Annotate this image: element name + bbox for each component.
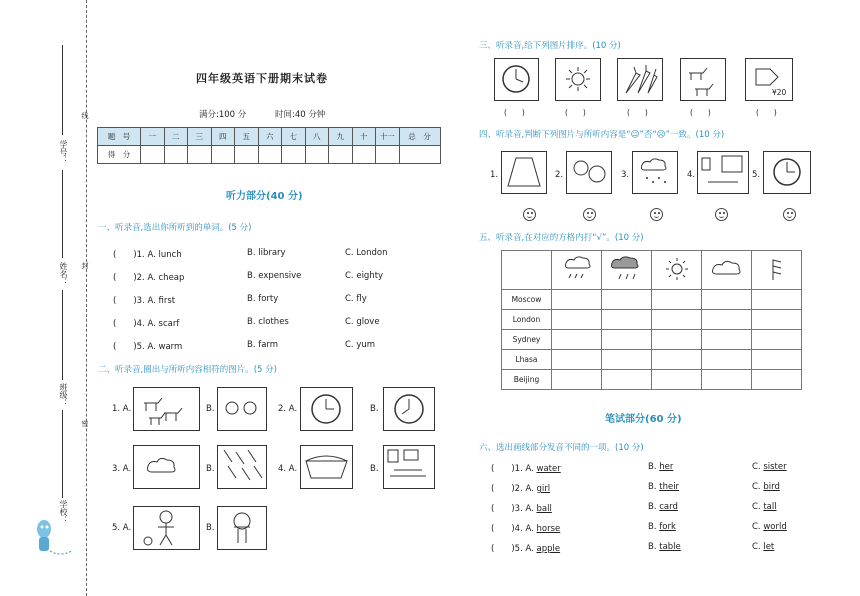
check-cell[interactable] (652, 310, 702, 330)
listening-section-title: 听力部分(40 分) (226, 191, 303, 202)
student-id-blank[interactable] (62, 45, 63, 135)
dog-icon (567, 152, 611, 193)
score-header-cell: 八 (305, 128, 329, 146)
q6-word-b: table (659, 542, 681, 552)
q2-label: 5. A. (112, 523, 132, 533)
q6-word-b: fork (659, 522, 676, 532)
sheep-icon (218, 388, 266, 430)
exam-time: 时间:40 分钟 (275, 110, 326, 120)
score-cell[interactable] (352, 146, 376, 164)
q3-clock-picture[interactable] (494, 58, 539, 101)
q6-option-letter: B. (648, 482, 657, 492)
q1-option-b: B. clothes (247, 317, 289, 327)
sheep-picture[interactable] (217, 387, 267, 431)
student-id-label: 学号： (59, 140, 68, 164)
score-header-cell: 十 (352, 128, 376, 146)
q6-word-b: card (659, 502, 678, 512)
q6-item (491, 502, 552, 514)
score-cell[interactable] (164, 146, 188, 164)
full-score: 满分:100 分 (199, 110, 247, 120)
classroom-icon (384, 446, 434, 488)
q3-answer-1[interactable]: ( ) (504, 108, 525, 117)
q3-answer-5[interactable]: ( ) (756, 108, 777, 117)
clock-icon (495, 59, 538, 100)
horses-picture[interactable] (133, 387, 200, 431)
q1-title: 一、听录音,选出你所听到的单词。(5 分) (98, 223, 252, 233)
score-header-cell: 二 (164, 128, 188, 146)
score-cell[interactable] (235, 146, 259, 164)
q2-label: 3. A. (112, 464, 132, 474)
q4-num: 2. (555, 170, 564, 180)
check-cell[interactable] (752, 350, 802, 370)
q4-snow-picture[interactable] (632, 151, 678, 194)
clock-icon (764, 152, 810, 193)
q6-word-a: girl (536, 484, 551, 494)
q6-word-c: let (763, 542, 775, 552)
mascot-icon (28, 515, 76, 560)
kid-scarf-picture[interactable] (217, 506, 267, 550)
q1-option-c: C. fly (345, 294, 367, 304)
q6-option-b (648, 542, 681, 552)
q6-word-b: their (659, 482, 680, 492)
score-cell[interactable] (211, 146, 235, 164)
q6-option-c (752, 522, 787, 532)
score-header-cell: 四 (211, 128, 235, 146)
q1-option-b: B. library (247, 248, 286, 258)
q6-option-letter: B. (648, 542, 657, 552)
page-title: 四年级英语下册期末试卷 (196, 72, 328, 85)
score-header-cell: 一 (141, 128, 165, 146)
check-cell[interactable] (602, 330, 652, 350)
smiley-answer-2[interactable] (583, 208, 596, 221)
seal-line-char: 线 (81, 112, 89, 119)
score-header-cell: 七 (282, 128, 306, 146)
q6-option-b (648, 482, 679, 492)
check-cell[interactable] (752, 290, 802, 310)
q5-title: 五、听录音,在对应的方格内打“√”。(10 分) (479, 233, 644, 243)
score-header-cell: 五 (235, 128, 259, 146)
score-cell[interactable] (188, 146, 212, 164)
binding-line (86, 0, 87, 596)
name-label: 姓名： (59, 262, 68, 286)
q2-label: 2. A. (278, 404, 298, 414)
q1-item: ( )5. A. warm (113, 342, 183, 352)
q6-option-letter: C. (752, 542, 761, 552)
check-cell[interactable] (702, 310, 752, 330)
score-header-cell: 三 (188, 128, 212, 146)
q6-item-number: ( )4. A. (491, 524, 534, 534)
score-header-cell: 九 (329, 128, 353, 146)
q6-item-number: ( )2. A. (491, 484, 534, 494)
check-cell[interactable] (702, 290, 752, 310)
q6-option-c (752, 502, 777, 512)
q6-item-number: ( )1. A. (491, 464, 534, 474)
weather-header-cell (702, 251, 752, 290)
q6-option-c (752, 482, 780, 492)
q6-item (491, 542, 560, 554)
storm-cloud-icon (607, 254, 647, 284)
cloud-icon (134, 446, 199, 488)
q6-option-letter: C. (752, 482, 761, 492)
q6-word-c: tall (763, 502, 777, 512)
classroom-picture[interactable] (383, 445, 435, 489)
city-label: Moscow (502, 290, 552, 310)
skirt-icon (502, 152, 546, 193)
q6-option-letter: B. (648, 522, 657, 532)
rain-icon (218, 446, 266, 488)
carrot-icon (618, 59, 662, 100)
q3-animals-picture[interactable] (680, 58, 726, 101)
sun-icon (657, 254, 697, 284)
check-cell[interactable] (602, 290, 652, 310)
check-cell[interactable] (602, 350, 652, 370)
rain-cloud-icon (557, 254, 597, 284)
q6-option-b (648, 502, 678, 512)
q6-word-a: water (536, 464, 561, 474)
score-cell[interactable] (282, 146, 306, 164)
clock-picture-b[interactable] (383, 387, 435, 431)
q6-option-letter: C. (752, 522, 761, 532)
city-label: Beijing (502, 370, 552, 390)
q1-option-c: C. glove (345, 317, 380, 327)
check-cell[interactable] (652, 350, 702, 370)
check-cell[interactable] (752, 370, 802, 390)
goat-icon (681, 59, 725, 100)
kid-football-picture[interactable] (133, 506, 200, 550)
cloud-icon (707, 254, 747, 284)
q6-item-number: ( )3. A. (491, 504, 534, 514)
q3-answer-4[interactable]: ( ) (690, 108, 711, 117)
class-blank[interactable] (62, 290, 63, 380)
q2-label: B. (206, 464, 215, 474)
q3-carrots-picture[interactable] (617, 58, 663, 101)
q6-option-letter: C. (752, 462, 761, 472)
q3-price-picture[interactable] (745, 58, 793, 101)
q3-answer-3[interactable]: ( ) (627, 108, 648, 117)
q3-answer-2[interactable]: ( ) (565, 108, 586, 117)
cloudy-picture[interactable] (133, 445, 200, 489)
q2-label: B. (370, 464, 379, 474)
check-cell[interactable] (552, 370, 602, 390)
score-table (97, 127, 441, 164)
q6-option-b (648, 462, 673, 472)
smiley-answer-3[interactable] (650, 208, 663, 221)
q2-label: 4. A. (278, 464, 298, 474)
clock-icon (301, 388, 352, 430)
playground-picture[interactable] (300, 445, 353, 489)
q1-option-b: B. forty (247, 294, 279, 304)
q1-option-c: C. yum (345, 340, 376, 350)
weather-table (501, 250, 802, 390)
name-blank[interactable] (62, 170, 63, 258)
q4-num: 1. (490, 170, 499, 180)
smiley-answer-1[interactable] (523, 208, 536, 221)
check-cell[interactable] (652, 330, 702, 350)
q6-option-c (752, 542, 774, 552)
score-cell[interactable] (376, 146, 400, 164)
q6-option-b (648, 522, 676, 532)
q6-word-c: bird (763, 482, 780, 492)
q3-sun-picture[interactable] (555, 58, 601, 101)
weather-header-cell (552, 251, 602, 290)
q2-label: B. (206, 404, 215, 414)
rainy-picture[interactable] (217, 445, 267, 489)
snow-cloud-icon (633, 152, 677, 193)
q4-animals-picture[interactable] (566, 151, 612, 194)
q1-option-c: C. eighty (345, 271, 384, 281)
q6-item (491, 462, 561, 474)
city-label: London (502, 310, 552, 330)
weather-header-cell (602, 251, 652, 290)
q6-item (491, 522, 560, 534)
seal-seal-char: 封 (81, 262, 89, 269)
q6-option-c (752, 462, 787, 472)
clock-icon (384, 388, 434, 430)
kid-icon (218, 507, 266, 549)
q6-word-a: apple (536, 544, 561, 554)
q4-num: 3. (621, 170, 630, 180)
check-cell[interactable] (752, 310, 802, 330)
q1-option-b: B. farm (247, 340, 279, 350)
kid-icon (134, 507, 199, 549)
wind-icon (757, 254, 797, 284)
class-label: 班级： (59, 383, 68, 407)
q1-item: ( )3. A. first (113, 296, 176, 306)
q2-label: B. (206, 523, 215, 533)
horse-icon (134, 388, 199, 430)
q1-option-b: B. expensive (247, 271, 302, 281)
computer-room-icon (698, 152, 748, 193)
q6-option-letter: B. (648, 502, 657, 512)
q6-option-letter: C. (752, 502, 761, 512)
weather-header-cell (752, 251, 802, 290)
q1-item: ( )4. A. scarf (113, 319, 180, 329)
q1-item: ( )2. A. cheap (113, 273, 185, 283)
smiley-answer-4[interactable] (715, 208, 728, 221)
score-row-label: 得 分 (98, 146, 141, 164)
city-label: Lhasa (502, 350, 552, 370)
clock-picture-a[interactable] (300, 387, 353, 431)
check-cell[interactable] (602, 310, 652, 330)
check-cell[interactable] (552, 310, 602, 330)
score-cell[interactable] (399, 146, 440, 164)
weather-header-cell (652, 251, 702, 290)
school-blank[interactable] (62, 410, 63, 498)
q2-title: 二、听录音,圈出与所听内容相符的图片。(5 分) (98, 365, 277, 375)
q6-item (491, 482, 550, 494)
q4-num: 4. (687, 170, 696, 180)
school-label: 学校： (59, 500, 68, 524)
q4-skirt-picture[interactable] (501, 151, 547, 194)
score-cell[interactable] (258, 146, 282, 164)
q6-title: 六、选出画线部分发音不同的一项。(10 分) (479, 443, 644, 453)
score-header-cell: 题 号 (98, 128, 141, 146)
check-cell[interactable] (702, 350, 752, 370)
q2-label: B. (370, 404, 379, 414)
seal-close-char: 密 (81, 420, 89, 427)
q6-word-a: horse (536, 524, 561, 534)
q6-item-number: ( )5. A. (491, 544, 534, 554)
q4-clock-picture[interactable] (763, 151, 811, 194)
q6-word-b: her (659, 462, 674, 472)
check-cell[interactable] (702, 370, 752, 390)
q4-num: 5. (752, 170, 761, 180)
q2-label: 1. A. (112, 404, 132, 414)
smiley-answer-5[interactable] (783, 208, 796, 221)
q4-title: 四、听录音,判断下列图片与所听内容是“☺”否“☹”一致。(10 分) (479, 130, 725, 140)
score-header-cell: 六 (258, 128, 282, 146)
check-cell[interactable] (552, 290, 602, 310)
q3-price: ¥20 (772, 88, 787, 97)
score-header-cell: 十一 (376, 128, 400, 146)
check-cell[interactable] (552, 350, 602, 370)
check-cell[interactable] (702, 330, 752, 350)
q4-room-picture[interactable] (697, 151, 749, 194)
q6-word-c: world (763, 522, 787, 532)
q6-word-a: ball (536, 504, 552, 514)
city-label: Sydney (502, 330, 552, 350)
check-cell[interactable] (552, 330, 602, 350)
score-cell[interactable] (329, 146, 353, 164)
q1-item: ( )1. A. lunch (113, 250, 182, 260)
score-cell[interactable] (141, 146, 165, 164)
weather-corner-cell (502, 251, 552, 290)
sun-icon (556, 59, 600, 100)
score-header-cell: 总 分 (399, 128, 440, 146)
q6-word-c: sister (763, 462, 787, 472)
playground-icon (301, 446, 352, 488)
q1-option-c: C. London (345, 248, 388, 258)
check-cell[interactable] (652, 290, 702, 310)
check-cell[interactable] (652, 370, 702, 390)
check-cell[interactable] (752, 330, 802, 350)
check-cell[interactable] (602, 370, 652, 390)
score-cell[interactable] (305, 146, 329, 164)
q3-title: 三、听录音,给下列图片排序。(10 分) (479, 41, 621, 51)
q6-option-letter: B. (648, 462, 657, 472)
written-section-title: 笔试部分(60 分) (605, 414, 682, 425)
